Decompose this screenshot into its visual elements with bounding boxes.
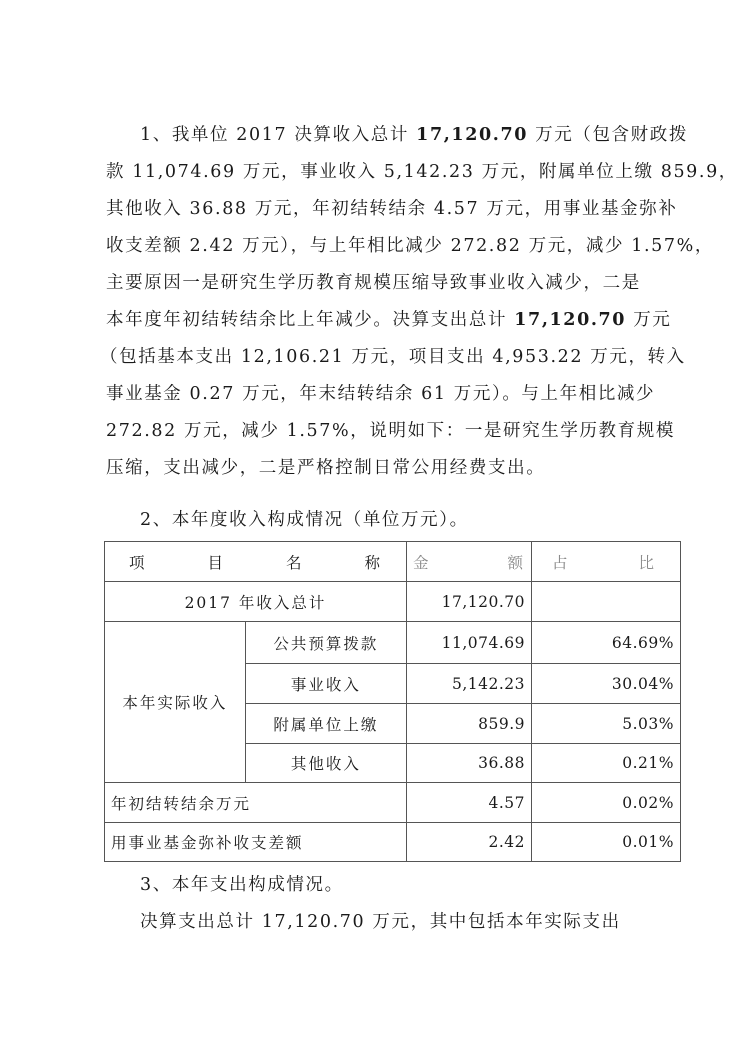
row-label: 年初结转结余万元 [105,783,407,823]
total-amount: 17,120.70 [407,582,532,622]
row-label: 用事业基金弥补收支差额 [105,823,407,862]
text-segment: 万元（包含财政拨 [528,125,688,145]
row-ratio: 64.69% [532,622,681,664]
text-segment: 万元 [626,310,672,330]
row-amount: 859.9 [407,704,532,744]
total-label: 2017 年收入总计 [105,582,407,622]
paragraph-1-line-1 [140,123,688,147]
row-ratio: 30.04% [532,664,681,704]
header-char: 金 [413,553,431,572]
total-expense-bold: 17,120.70 [514,310,627,330]
table-row [105,783,681,823]
paragraph-1-line-10: 压缩，支出减少，二是严格控制日常公用经费支出。 [106,458,546,478]
row-ratio: 0.21% [532,744,681,783]
row-amount: 5,142.23 [407,664,532,704]
header-char: 名 [285,553,304,572]
section-3-heading: 3、本年支出构成情况。 [140,875,344,895]
table-row [105,622,681,664]
header-ratio [532,542,681,582]
paragraph-1-line-6 [106,308,672,332]
header-item-name [105,542,407,582]
income-composition-table [104,541,681,862]
row-ratio: 0.01% [532,823,681,862]
row-label: 附属单位上缴 [245,704,406,744]
header-char: 额 [507,553,525,572]
header-amount [407,542,532,582]
paragraph-1-line-7: （包括基本支出 12,106.21 万元，项目支出 4,953.22 万元，转入 [100,347,686,367]
row-amount: 2.42 [407,823,532,862]
total-income-bold: 17,120.70 [416,125,528,145]
paragraph-1-line-5: 主要原因一是研究生学历教育规模压缩导致事业收入减少，二是 [106,273,641,293]
header-char: 目 [207,553,225,572]
table-row [105,823,681,862]
group-label-actual-income: 本年实际收入 [105,622,246,783]
row-ratio: 0.02% [532,783,681,823]
header-char: 称 [364,553,382,572]
paragraph-1-line-4: 收支差额 2.42 万元），与上年相比减少 272.82 万元，减少 1.57%， [106,236,714,256]
row-label: 公共预算拨款 [245,622,406,664]
table-header-row [105,542,681,582]
section-2-heading: 2、本年度收入构成情况（单位万元）。 [140,510,469,530]
paragraph-1-line-8: 事业基金 0.27 万元，年末结转结余 61 万元）。与上年相比减少 [106,384,656,404]
paragraph-1-line-9: 272.82 万元，减少 1.57%，说明如下：一是研究生学历教育规模 [106,421,675,441]
paragraph-1-line-3: 其他收入 36.88 万元，年初结转结余 4.57 万元，用事业基金弥补 [106,199,678,219]
row-amount: 36.88 [407,744,532,783]
table-row-total [105,582,681,622]
header-char: 比 [638,553,656,572]
text-segment: 本年度年初结转结余比上年减少。决算支出总计 [106,310,515,330]
paragraph-3-line-1: 决算支出总计 17,120.70 万元，其中包括本年实际支出 [140,912,621,932]
header-char: 项 [129,553,147,572]
row-amount: 11,074.69 [407,622,532,664]
total-ratio [532,582,681,622]
row-label: 事业收入 [245,664,406,704]
paragraph-1-line-2: 款 11,074.69 万元，事业收入 5,142.23 万元，附属单位上缴 859.9， [106,162,738,182]
header-char: 占 [552,553,570,572]
row-label: 其他收入 [245,744,406,783]
text-segment: 1、我单位 2017 决算收入总计 [140,125,417,145]
row-amount: 4.57 [407,783,532,823]
row-ratio: 5.03% [532,704,681,744]
